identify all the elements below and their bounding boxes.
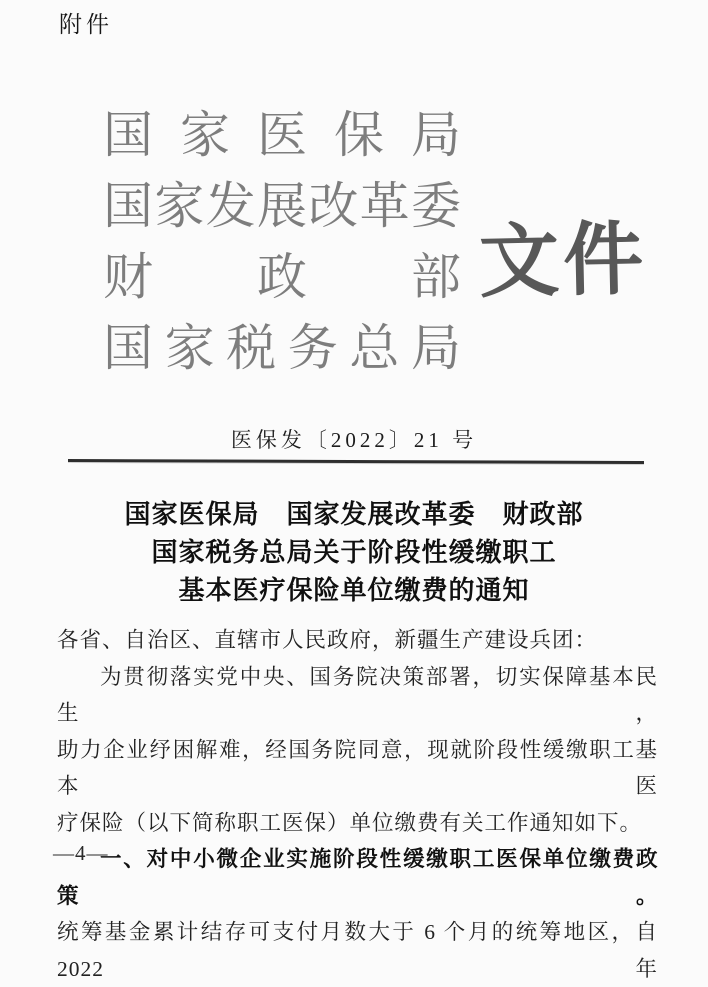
letterhead-agency-names (103, 100, 461, 384)
agency-name-nhsa: 国家医保局 (103, 107, 461, 163)
doc-type-label: 文件 (478, 216, 649, 308)
body-paragraph-line: 助力企业纾困解难，经国务院同意，现就阶段性缓缴职工基本医 (57, 737, 658, 798)
body-paragraph-line: 为贯彻落实党中央、国务院决策部署，切实保障基本民生， (57, 664, 658, 725)
header-divider (68, 459, 644, 464)
body-paragraph-line: 统筹基金累计结存可支付月数大于 6 个月的统筹地区，自 2022 年 (57, 920, 658, 981)
body-paragraph-line: 疗保险（以下简称职工医保）单位缴费有关工作通知如下。 (57, 810, 643, 835)
document-body (57, 622, 658, 987)
page-number: —4— (53, 841, 109, 865)
document-number: 医保发〔2022〕21 号 (230, 428, 478, 452)
body-section-heading: 一、对中小微企业实施阶段性缓缴职工医保单位缴费政策。 (57, 847, 658, 908)
document-title-line-1: 国家医保局 国家发展改革委 财政部 (124, 500, 584, 529)
document-title (0, 496, 708, 610)
agency-name-ndrc: 国家发展改革委 (103, 178, 461, 234)
agency-name-sta: 国家税务总局 (103, 320, 461, 376)
body-salutation: 各省、自治区、直辖市人民政府，新疆生产建设兵团： (57, 628, 598, 652)
document-title-line-3: 基本医疗保险单位缴费的通知 (178, 576, 530, 605)
agency-name-mof: 财政部 (103, 249, 461, 305)
document-title-line-2: 国家税务总局关于阶段性缓缴职工 (151, 538, 557, 567)
attachment-label: 附件 (59, 12, 113, 37)
